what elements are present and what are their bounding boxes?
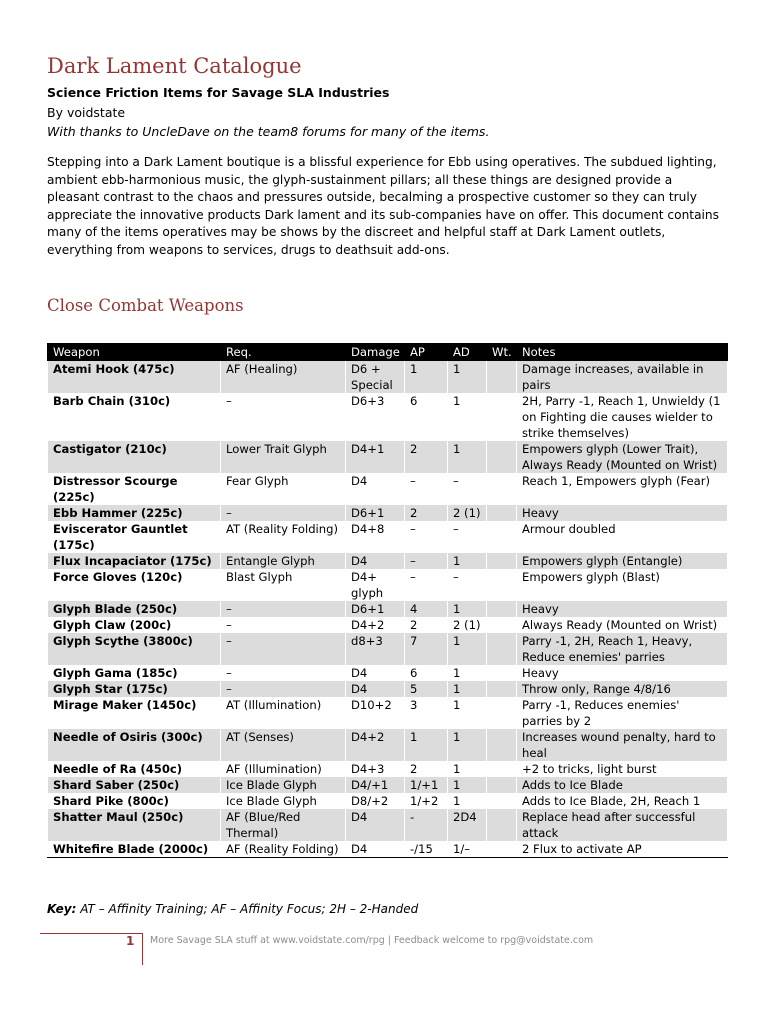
cell-ap: -/15 <box>405 841 448 858</box>
cell-wt <box>487 569 517 601</box>
cell-notes: Adds to Ice Blade <box>517 777 728 793</box>
cell-wt <box>487 761 517 777</box>
cell-req: AT (Illumination) <box>221 697 346 729</box>
cell-weapon: Whitefire Blade (2000c) <box>48 841 221 858</box>
cell-ap: 6 <box>405 665 448 681</box>
cell-ad: 1 <box>448 393 487 441</box>
cell-wt <box>487 521 517 553</box>
cell-weapon: Shard Saber (250c) <box>48 777 221 793</box>
cell-notes: Parry -1, Reduces enemies' parries by 2 <box>517 697 728 729</box>
table-row <box>48 761 728 777</box>
cell-ad: 1 <box>448 553 487 569</box>
cell-wt <box>487 617 517 633</box>
cell-wt <box>487 441 517 473</box>
cell-weapon: Castigator (210c) <box>48 441 221 473</box>
cell-weapon: Force Gloves (120c) <box>48 569 221 601</box>
cell-weapon: Glyph Blade (250c) <box>48 601 221 617</box>
cell-ap: – <box>405 473 448 505</box>
page-number: 1 <box>126 934 135 948</box>
col-header-wt: Wt. <box>487 344 517 361</box>
cell-ad: 1 <box>448 441 487 473</box>
table-row <box>48 569 728 601</box>
cell-wt <box>487 601 517 617</box>
intro-paragraph: Stepping into a Dark Lament boutique is a blissful experience for Ebb using operatives. The subdued lighting, ambient ebb-harmonious music, the glyph-sustainment pillars; all these things are designed provide a pleasant contrast to the chaos and pressures outside, becalming a prospective customer so they can truly appreciate the innovative products Dark lament and its sub-companies have on offer. This document contains many of the items operatives may be shows by the discreet and helpful staff at Dark Lament outlets, everything from weapons to services, drugs to deathsuit add-ons. <box>47 155 720 257</box>
cell-notes: Replace head after successful attack <box>517 809 728 841</box>
cell-notes: Damage increases, available in pairs <box>517 361 728 394</box>
cell-req: Entangle Glyph <box>221 553 346 569</box>
cell-wt <box>487 729 517 761</box>
cell-notes: Armour doubled <box>517 521 728 553</box>
cell-weapon: Atemi Hook (475c) <box>48 361 221 394</box>
table-row <box>48 393 728 441</box>
cell-ad: 2 (1) <box>448 617 487 633</box>
cell-notes: Heavy <box>517 601 728 617</box>
cell-req: Ice Blade Glyph <box>221 777 346 793</box>
cell-weapon: Shatter Maul (250c) <box>48 809 221 841</box>
cell-notes: Empowers glyph (Lower Trait), Always Ready (Mounted on Wrist) <box>517 441 728 473</box>
cell-ad: 1 <box>448 681 487 697</box>
cell-notes: Increases wound penalty, hard to heal <box>517 729 728 761</box>
cell-ad: 1 <box>448 729 487 761</box>
cell-damage: D10+2 <box>346 697 405 729</box>
table-row <box>48 473 728 505</box>
cell-notes: Adds to Ice Blade, 2H, Reach 1 <box>517 793 728 809</box>
cell-damage: D4 <box>346 553 405 569</box>
cell-weapon: Barb Chain (310c) <box>48 393 221 441</box>
cell-notes: Throw only, Range 4/8/16 <box>517 681 728 697</box>
cell-ap: 1/+2 <box>405 793 448 809</box>
cell-ad: 1 <box>448 777 487 793</box>
cell-req: AF (Illumination) <box>221 761 346 777</box>
cell-damage: D4+ glyph <box>346 569 405 601</box>
table-row <box>48 617 728 633</box>
cell-req: AF (Blue/Red Thermal) <box>221 809 346 841</box>
cell-req: – <box>221 681 346 697</box>
cell-ad: 1 <box>448 761 487 777</box>
cell-req: Blast Glyph <box>221 569 346 601</box>
cell-ap: 5 <box>405 681 448 697</box>
cell-damage: D6+3 <box>346 393 405 441</box>
cell-ap: 3 <box>405 697 448 729</box>
cell-ad: 1 <box>448 361 487 394</box>
cell-weapon: Glyph Scythe (3800c) <box>48 633 221 665</box>
cell-ap: 2 <box>405 761 448 777</box>
cell-notes: Empowers glyph (Entangle) <box>517 553 728 569</box>
cell-wt <box>487 809 517 841</box>
cell-damage: D4 <box>346 809 405 841</box>
cell-weapon: Needle of Osiris (300c) <box>48 729 221 761</box>
cell-weapon: Ebb Hammer (225c) <box>48 505 221 521</box>
cell-notes: Empowers glyph (Blast) <box>517 569 728 601</box>
cell-damage: D4+3 <box>346 761 405 777</box>
cell-notes: Reach 1, Empowers glyph (Fear) <box>517 473 728 505</box>
table-row <box>48 793 728 809</box>
cell-damage: D4 <box>346 841 405 858</box>
cell-wt <box>487 393 517 441</box>
cell-notes: Parry -1, 2H, Reach 1, Heavy, Reduce enemies' parries <box>517 633 728 665</box>
cell-ap: 1 <box>405 729 448 761</box>
table-row <box>48 553 728 569</box>
section-title: Close Combat Weapons <box>47 296 244 315</box>
cell-ad: – <box>448 473 487 505</box>
document-subtitle: Science Friction Items for Savage SLA Industries <box>47 85 390 100</box>
table-header-row <box>48 344 728 361</box>
cell-wt <box>487 361 517 394</box>
cell-req: AT (Senses) <box>221 729 346 761</box>
cell-weapon: Distressor Scourge (225c) <box>48 473 221 505</box>
cell-req: – <box>221 633 346 665</box>
cell-req: AF (Healing) <box>221 361 346 394</box>
key-label: Key: <box>47 902 77 916</box>
cell-wt <box>487 841 517 858</box>
cell-ap: 2 <box>405 441 448 473</box>
cell-req: – <box>221 393 346 441</box>
table-row <box>48 809 728 841</box>
cell-wt <box>487 633 517 665</box>
cell-notes: 2H, Parry -1, Reach 1, Unwieldy (1 on Fighting die causes wielder to strike themselves) <box>517 393 728 441</box>
cell-ad: 1 <box>448 633 487 665</box>
cell-req: Fear Glyph <box>221 473 346 505</box>
table-row <box>48 441 728 473</box>
cell-weapon: Flux Incapaciator (175c) <box>48 553 221 569</box>
cell-notes: 2 Flux to activate AP <box>517 841 728 858</box>
table-row <box>48 665 728 681</box>
cell-ad: 1 <box>448 601 487 617</box>
cell-ad: 1 <box>448 665 487 681</box>
cell-wt <box>487 681 517 697</box>
cell-ad: 1 <box>448 697 487 729</box>
key-text: AT – Affinity Training; AF – Affinity Focus; 2H – 2-Handed <box>76 902 419 916</box>
cell-ap: 6 <box>405 393 448 441</box>
cell-damage: d8+3 <box>346 633 405 665</box>
footer-text: More Savage SLA stuff at www.voidstate.com/rpg | Feedback welcome to rpg@voidstate.com <box>150 935 594 946</box>
cell-req: – <box>221 617 346 633</box>
cell-damage: D4+2 <box>346 617 405 633</box>
cell-ap: 1/+1 <box>405 777 448 793</box>
cell-damage: D4+8 <box>346 521 405 553</box>
cell-ap: 2 <box>405 617 448 633</box>
cell-damage: D4 <box>346 473 405 505</box>
cell-weapon: Mirage Maker (1450c) <box>48 697 221 729</box>
table-row <box>48 521 728 553</box>
cell-notes: Heavy <box>517 665 728 681</box>
table-row <box>48 601 728 617</box>
cell-ad: – <box>448 569 487 601</box>
cell-notes: +2 to tricks, light burst <box>517 761 728 777</box>
cell-ad: 2 (1) <box>448 505 487 521</box>
cell-damage: D6+1 <box>346 505 405 521</box>
cell-damage: D4+1 <box>346 441 405 473</box>
cell-req: – <box>221 601 346 617</box>
cell-wt <box>487 505 517 521</box>
cell-damage: D6+1 <box>346 601 405 617</box>
document-title: Dark Lament Catalogue <box>47 54 302 78</box>
key-legend <box>47 902 418 916</box>
cell-wt <box>487 553 517 569</box>
cell-wt <box>487 793 517 809</box>
cell-damage: D4 <box>346 681 405 697</box>
byline: By voidstate <box>47 105 126 120</box>
cell-notes: Heavy <box>517 505 728 521</box>
cell-ad: 1 <box>448 793 487 809</box>
cell-damage: D4/+1 <box>346 777 405 793</box>
cell-req: Lower Trait Glyph <box>221 441 346 473</box>
weapons-table <box>47 343 728 858</box>
cell-ap: – <box>405 553 448 569</box>
table-row <box>48 777 728 793</box>
cell-weapon: Glyph Claw (200c) <box>48 617 221 633</box>
table-row <box>48 841 728 858</box>
table-row <box>48 633 728 665</box>
col-header-req: Req. <box>221 344 346 361</box>
cell-wt <box>487 473 517 505</box>
acknowledgement: With thanks to UncleDave on the team8 forums for many of the items. <box>47 124 490 139</box>
cell-ap: - <box>405 809 448 841</box>
col-header-ap: AP <box>405 344 448 361</box>
cell-weapon: Glyph Gama (185c) <box>48 665 221 681</box>
table-body <box>48 361 728 858</box>
cell-ap: 2 <box>405 505 448 521</box>
cell-ap: 7 <box>405 633 448 665</box>
cell-ad: – <box>448 521 487 553</box>
cell-ap: 1 <box>405 361 448 394</box>
col-header-notes: Notes <box>517 344 728 361</box>
footer-vertical-divider <box>142 933 143 965</box>
col-header-damage: Damage <box>346 344 405 361</box>
cell-req: AF (Reality Folding) <box>221 841 346 858</box>
col-header-ad: AD <box>448 344 487 361</box>
cell-ad: 1/– <box>448 841 487 858</box>
cell-damage: D4+2 <box>346 729 405 761</box>
table-row <box>48 697 728 729</box>
cell-req: – <box>221 665 346 681</box>
cell-weapon: Shard Pike (800c) <box>48 793 221 809</box>
table-row <box>48 505 728 521</box>
cell-req: AT (Reality Folding) <box>221 521 346 553</box>
cell-ap: – <box>405 569 448 601</box>
cell-notes: Always Ready (Mounted on Wrist) <box>517 617 728 633</box>
table-row <box>48 729 728 761</box>
cell-ad: 2D4 <box>448 809 487 841</box>
table-row <box>48 361 728 394</box>
cell-wt <box>487 665 517 681</box>
cell-damage: D4 <box>346 665 405 681</box>
cell-req: Ice Blade Glyph <box>221 793 346 809</box>
cell-weapon: Glyph Star (175c) <box>48 681 221 697</box>
cell-wt <box>487 697 517 729</box>
cell-wt <box>487 777 517 793</box>
cell-damage: D8/+2 <box>346 793 405 809</box>
cell-weapon: Needle of Ra (450c) <box>48 761 221 777</box>
col-header-weapon: Weapon <box>48 344 221 361</box>
cell-weapon: Eviscerator Gauntlet (175c) <box>48 521 221 553</box>
cell-ap: 4 <box>405 601 448 617</box>
cell-req: – <box>221 505 346 521</box>
table-row <box>48 681 728 697</box>
cell-ap: – <box>405 521 448 553</box>
cell-damage: D6 + Special <box>346 361 405 394</box>
